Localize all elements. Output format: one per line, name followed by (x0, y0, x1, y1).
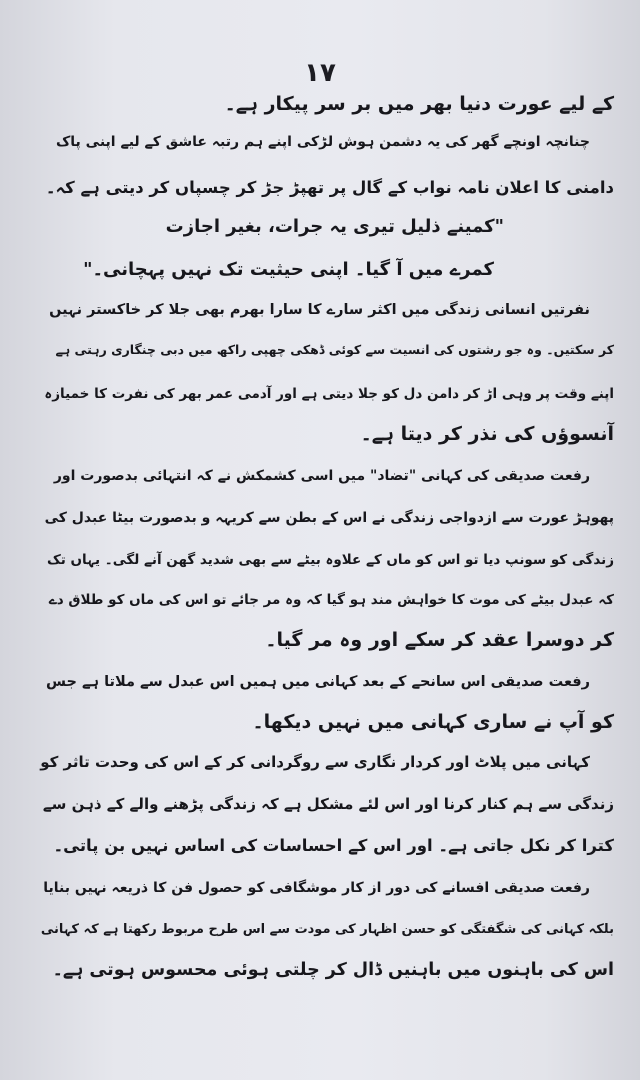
text-line: کترا کر نکل جاتی ہے۔ اور اس کے احساسات کی اساس نہیں بن پاتی۔ (53, 836, 614, 855)
text-line: کہانی میں پلاٹ اور کردار نگاری سے روگردانی کر کے اس کی وحدت تاثر کو (40, 753, 590, 771)
text-line: چنانچہ اونچے گھر کی یہ دشمن ہوش لڑکی اپنے ہم رتبہ عاشق کے لیے اپنی پاک (55, 134, 590, 150)
text-line: کر دوسرا عقد کر سکے اور وہ مر گیا۔ (265, 629, 614, 651)
text-line: پھوہڑ عورت سے ازدواجی زندگی نے اس کے بطن سے کریہہ و بدصورت بیٹا عبدل کی (44, 510, 614, 526)
text-line: کر سکتیں۔ وہ جو رشتوں کی انسیت سے کوئی ڈھکی چھپی راکھ میں دبی چنگاری رہتی ہے (55, 342, 614, 357)
verse-line: "کمینے ذلیل تیری یہ جرات، بغیر اجازت (165, 216, 504, 237)
text-line: رفعت صدیقی افسانے کی دور از کار موشگافی کو حصول فن کا ذریعہ نہیں بنایا (43, 880, 590, 896)
text-line: رفعت صدیقی کی کہانی "تضاد" میں اسی کشمکش نے کہ انتہائی بدصورت اور (53, 468, 590, 484)
text-line: اس کی باہنوں میں باہنیں ڈال کر چلتی ہوئی محسوس ہوتی ہے۔ (52, 960, 614, 980)
text-line: کے لیے عورت دنیا بھر میں بر سر پیکار ہے۔ (224, 93, 614, 115)
text-line: دامنی کا اعلان نامہ نواب کے گال پر تھپڑ جڑ کر چسپاں کر دیتی ہے کہ۔ (45, 178, 614, 197)
text-line: آنسوؤں کی نذر کر دیتا ہے۔ (360, 423, 614, 445)
text-line: کو آپ نے ساری کہانی میں نہیں دیکھا۔ (252, 711, 614, 733)
text-line: زندگی کو سونپ دیا تو اس کو ماں کے علاوہ بیٹے سے بھی شدید گھن آنے لگی۔ یہاں تک (46, 552, 614, 568)
text-line: زندگی سے ہم کنار کرنا اور اس لئے مشکل ہے کہ زندگی پڑھنے والے کے ذہن سے (42, 795, 614, 813)
text-line: کہ عبدل بیٹے کی موت کا خواہش مند ہو گیا کہ وہ مر جائے تو اس کی ماں کو طلاق دے (48, 592, 614, 608)
verse-line: کمرے میں آ گیا۔ اپنی حیثیت تک نہیں پہچانی۔" (83, 259, 494, 280)
text-line: اپنے وقت پر وہی اڑ کر دامن دل کو جلا دیتی ہے اور آدمی عمر بھر کی نفرت کا خمیازہ (44, 386, 614, 402)
page-number: ۱۷ (304, 58, 336, 88)
text-line: بلکہ کہانی کی شگفتگی کو حسن اظہار کی مودت سے اس طرح مربوط رکھتا ہے کہ کہانی (40, 922, 614, 937)
text-line: نفرتیں انسانی زندگی میں اکثر سارے کا سارا بھرم بھی جلا کر خاکستر نہیں (49, 302, 590, 318)
text-line: رفعت صدیقی اس سانحے کے بعد کہانی میں ہمیں اس عبدل سے ملاتا ہے جس (46, 674, 590, 690)
